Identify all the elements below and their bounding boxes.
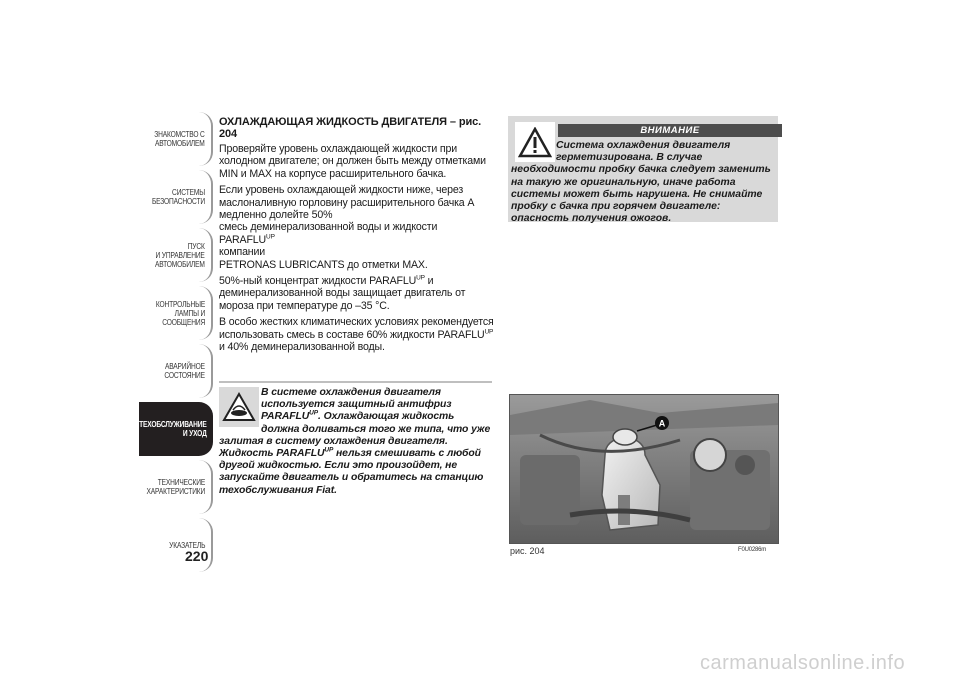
tab-starting-driving[interactable]: ПУСК И УПРАВЛЕНИЕ АВТОМОБИЛЕМ bbox=[139, 228, 213, 282]
engine-bay-illustration bbox=[510, 395, 778, 543]
tab-index[interactable]: УКАЗАТЕЛЬ bbox=[139, 518, 213, 572]
tab-safety-systems[interactable]: СИСТЕМЫ БЕЗОПАСНОСТИ bbox=[139, 170, 213, 224]
tab-maintenance[interactable]: ТЕХОБСЛУЖИВАНИЕ И УХОД bbox=[139, 402, 213, 456]
paragraph-1: Проверяйте уровень охлаждающей жидкости при холодном двигателе; он должен быть между отметками MIN и MAX на корпусе расширительного бачка. bbox=[219, 143, 486, 180]
engine-bay-photo bbox=[509, 394, 779, 544]
warning-box bbox=[508, 116, 778, 225]
caution-note: В системе охлаждения двигателя используется защитный антифриз $PARAFLU^{UP}$. Охлаждающая жидкость должна доливаться того же типа, что уже залитая в систему охлаждения двигателя. Жидкость $PARAFLU^{UP}$ нельзя смешивать с любой другой жидкостью. Если это произойдет, не запускайте двигатель и обратитесь на станцию техобслуживания Fiat. bbox=[219, 381, 492, 495]
environment-caution-icon bbox=[219, 387, 259, 427]
figure-code: F0U0286m bbox=[738, 547, 767, 553]
paragraph-2: Если уровень охлаждающей жидкости ниже, через маслоналивную горловину расширительного бачка A медленно долейте 50% смесь деминерализованной воды и жидкости $PARAFLU^{UP}$ компании PETRONAS LUBRICANTS до отметки MAX. bbox=[219, 184, 474, 271]
paragraph-4: В особо жестких климатических условиях рекомендуется использовать смесь в составе 60% жидкости $PARAFLU^{UP}$ и 40% деминерализованной воды. bbox=[219, 316, 494, 354]
paragraph-3: 50%-ный концентрат жидкости $PARAFLU^{UP}$ и деминерализованной воды защищает двигатель от мороза при температуре до –35 °C. bbox=[219, 274, 466, 312]
warning-title: ВНИМАНИЕ bbox=[558, 124, 782, 137]
tab-emergency[interactable]: АВАРИЙНОЕ СОСТОЯНИЕ bbox=[139, 344, 213, 398]
watermark: carmanualsonline.info bbox=[700, 652, 906, 674]
page-number: 220 bbox=[185, 548, 209, 564]
tab-introduction[interactable]: ЗНАКОМСТВО С АВТОМОБИЛЕМ bbox=[139, 112, 213, 166]
main-text bbox=[219, 116, 495, 358]
warning-text: Система охлаждения двигателя герметизирована. В случае необходимости пробку бачка следует заменить на такую же оригинальную, иначе работа системы может быть нарушена. Не снимайте пробку с бачка при горячем двигателе: опасность получения ожогов. bbox=[511, 140, 771, 225]
tab-technical-specs[interactable]: ТЕХНИЧЕСКИЕ ХАРАКТЕРИСТИКИ bbox=[139, 460, 213, 514]
tab-warning-lights[interactable]: КОНТРОЛЬНЫЕ ЛАМПЫ И СООБЩЕНИЯ bbox=[139, 286, 213, 340]
section-heading: ОХЛАЖДАЮЩАЯ ЖИДКОСТЬ ДВИГАТЕЛЯ – рис. 204 bbox=[219, 116, 482, 140]
figure-caption: рис. 204 bbox=[510, 546, 545, 556]
callout-a: A bbox=[658, 418, 666, 429]
